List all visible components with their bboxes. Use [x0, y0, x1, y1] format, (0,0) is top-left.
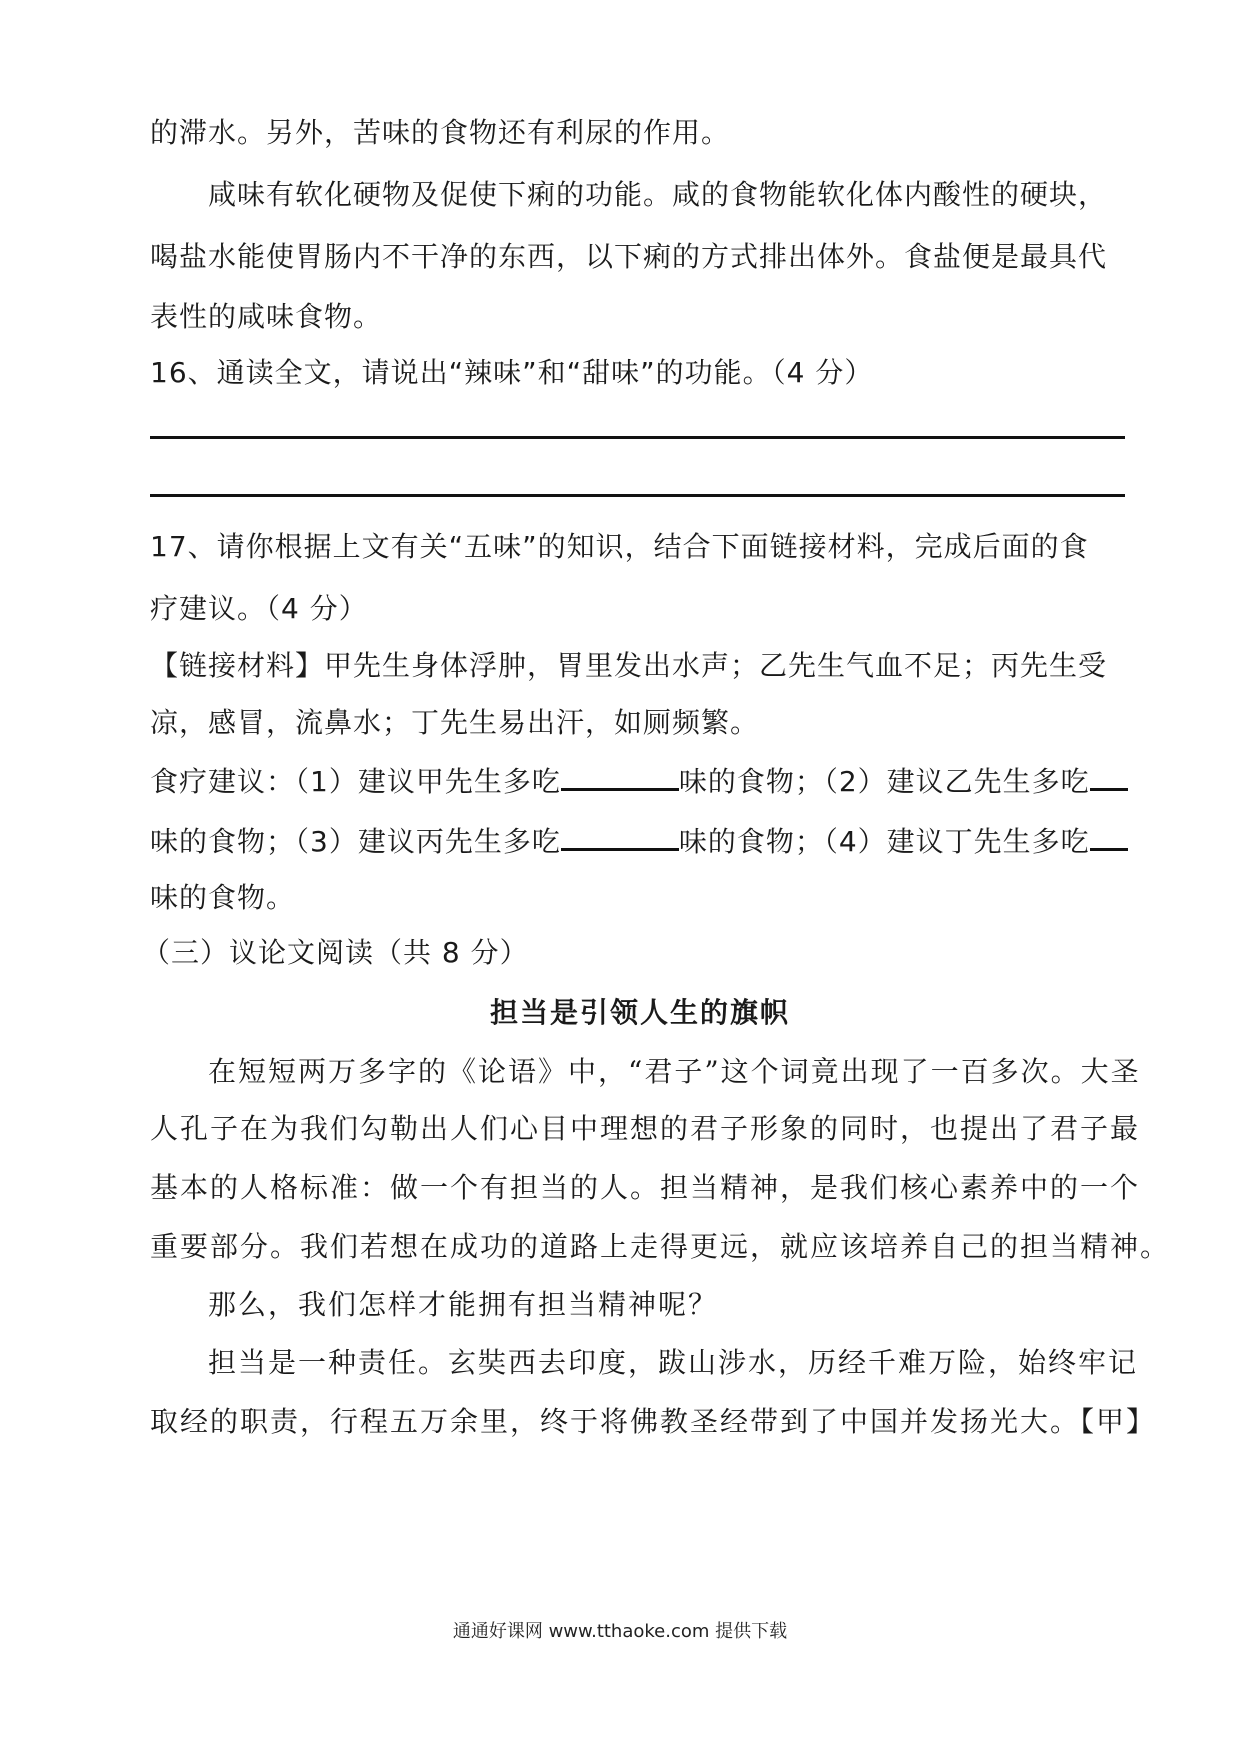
linked-material: 【链接材料】甲先生身体浮肿，胃里发出水声；乙先生气血不足；丙先生受 — [150, 649, 1108, 682]
suggestion-text: 味的食物；（3）建议丙先生多吃 — [150, 825, 561, 858]
essay-line: 在短短两万多字的《论语》中，“君子”这个词竟出现了一百多次。大圣 — [208, 1055, 1141, 1088]
paragraph-line: 喝盐水能使胃肠内不干净的东西，以下痢的方式排出体外。食盐便是最具代 — [150, 240, 1108, 273]
section-heading: （三）议论文阅读（共 8 分） — [142, 936, 529, 969]
document-page — [142, 0, 1171, 1754]
diet-suggestion-line — [150, 758, 1128, 802]
question-17-cont: 疗建议。（4 分） — [150, 592, 368, 625]
fill-blank-3[interactable] — [561, 818, 679, 851]
answer-line[interactable] — [150, 494, 1125, 497]
page-footer: 通通好课网 www.tthaoke.com 提供下载 — [452, 1621, 788, 1642]
essay-line: 取经的职责，行程五万余里，终于将佛教圣经带到了中国并发扬光大。【甲】 — [150, 1405, 1157, 1438]
diet-suggestion-line — [150, 818, 1128, 862]
answer-line[interactable] — [150, 436, 1125, 439]
essay-line: 担当是一种责任。玄奘西去印度，跋山涉水，历经千难万险，始终牢记 — [208, 1346, 1139, 1379]
fill-blank-4[interactable] — [1090, 818, 1128, 851]
question-16: 16、通读全文，请说出“辣味”和“甜味”的功能。（4 分） — [150, 356, 874, 389]
essay-line: 重要部分。我们若想在成功的道路上走得更远，就应该培养自己的担当精神。 — [150, 1230, 1171, 1263]
suggestion-text: 食疗建议：（1）建议甲先生多吃 — [150, 765, 561, 798]
linked-material-cont: 凉，感冒，流鼻水；丁先生易出汗，如厕频繁。 — [150, 706, 760, 739]
fill-blank-1[interactable] — [561, 758, 679, 791]
suggestion-text: 味的食物；（4）建议丁先生多吃 — [678, 825, 1090, 858]
essay-line: 那么，我们怎样才能拥有担当精神呢？ — [208, 1288, 719, 1321]
diet-suggestion-line: 味的食物。 — [150, 881, 296, 914]
suggestion-text: 味的食物；（2）建议乙先生多吃 — [678, 765, 1090, 798]
question-17: 17、请你根据上文有关“五味”的知识，结合下面链接材料，完成后面的食 — [150, 530, 1089, 563]
paragraph-line: 表性的咸味食物。 — [150, 300, 383, 333]
paragraph-line: 的滞水。另外，苦味的食物还有利尿的作用。 — [150, 116, 731, 149]
paragraph-line: 咸味有软化硬物及促使下痢的功能。咸的食物能软化体内酸性的硬块， — [208, 178, 1108, 211]
fill-blank-2[interactable] — [1090, 758, 1128, 791]
essay-line: 基本的人格标准：做一个有担当的人。担当精神，是我们核心素养中的一个 — [150, 1171, 1141, 1204]
essay-title: 担当是引领人生的旗帜 — [489, 996, 790, 1029]
essay-line: 人孔子在为我们勾勒出人们心目中理想的君子形象的同时，也提出了君子最 — [150, 1112, 1141, 1145]
